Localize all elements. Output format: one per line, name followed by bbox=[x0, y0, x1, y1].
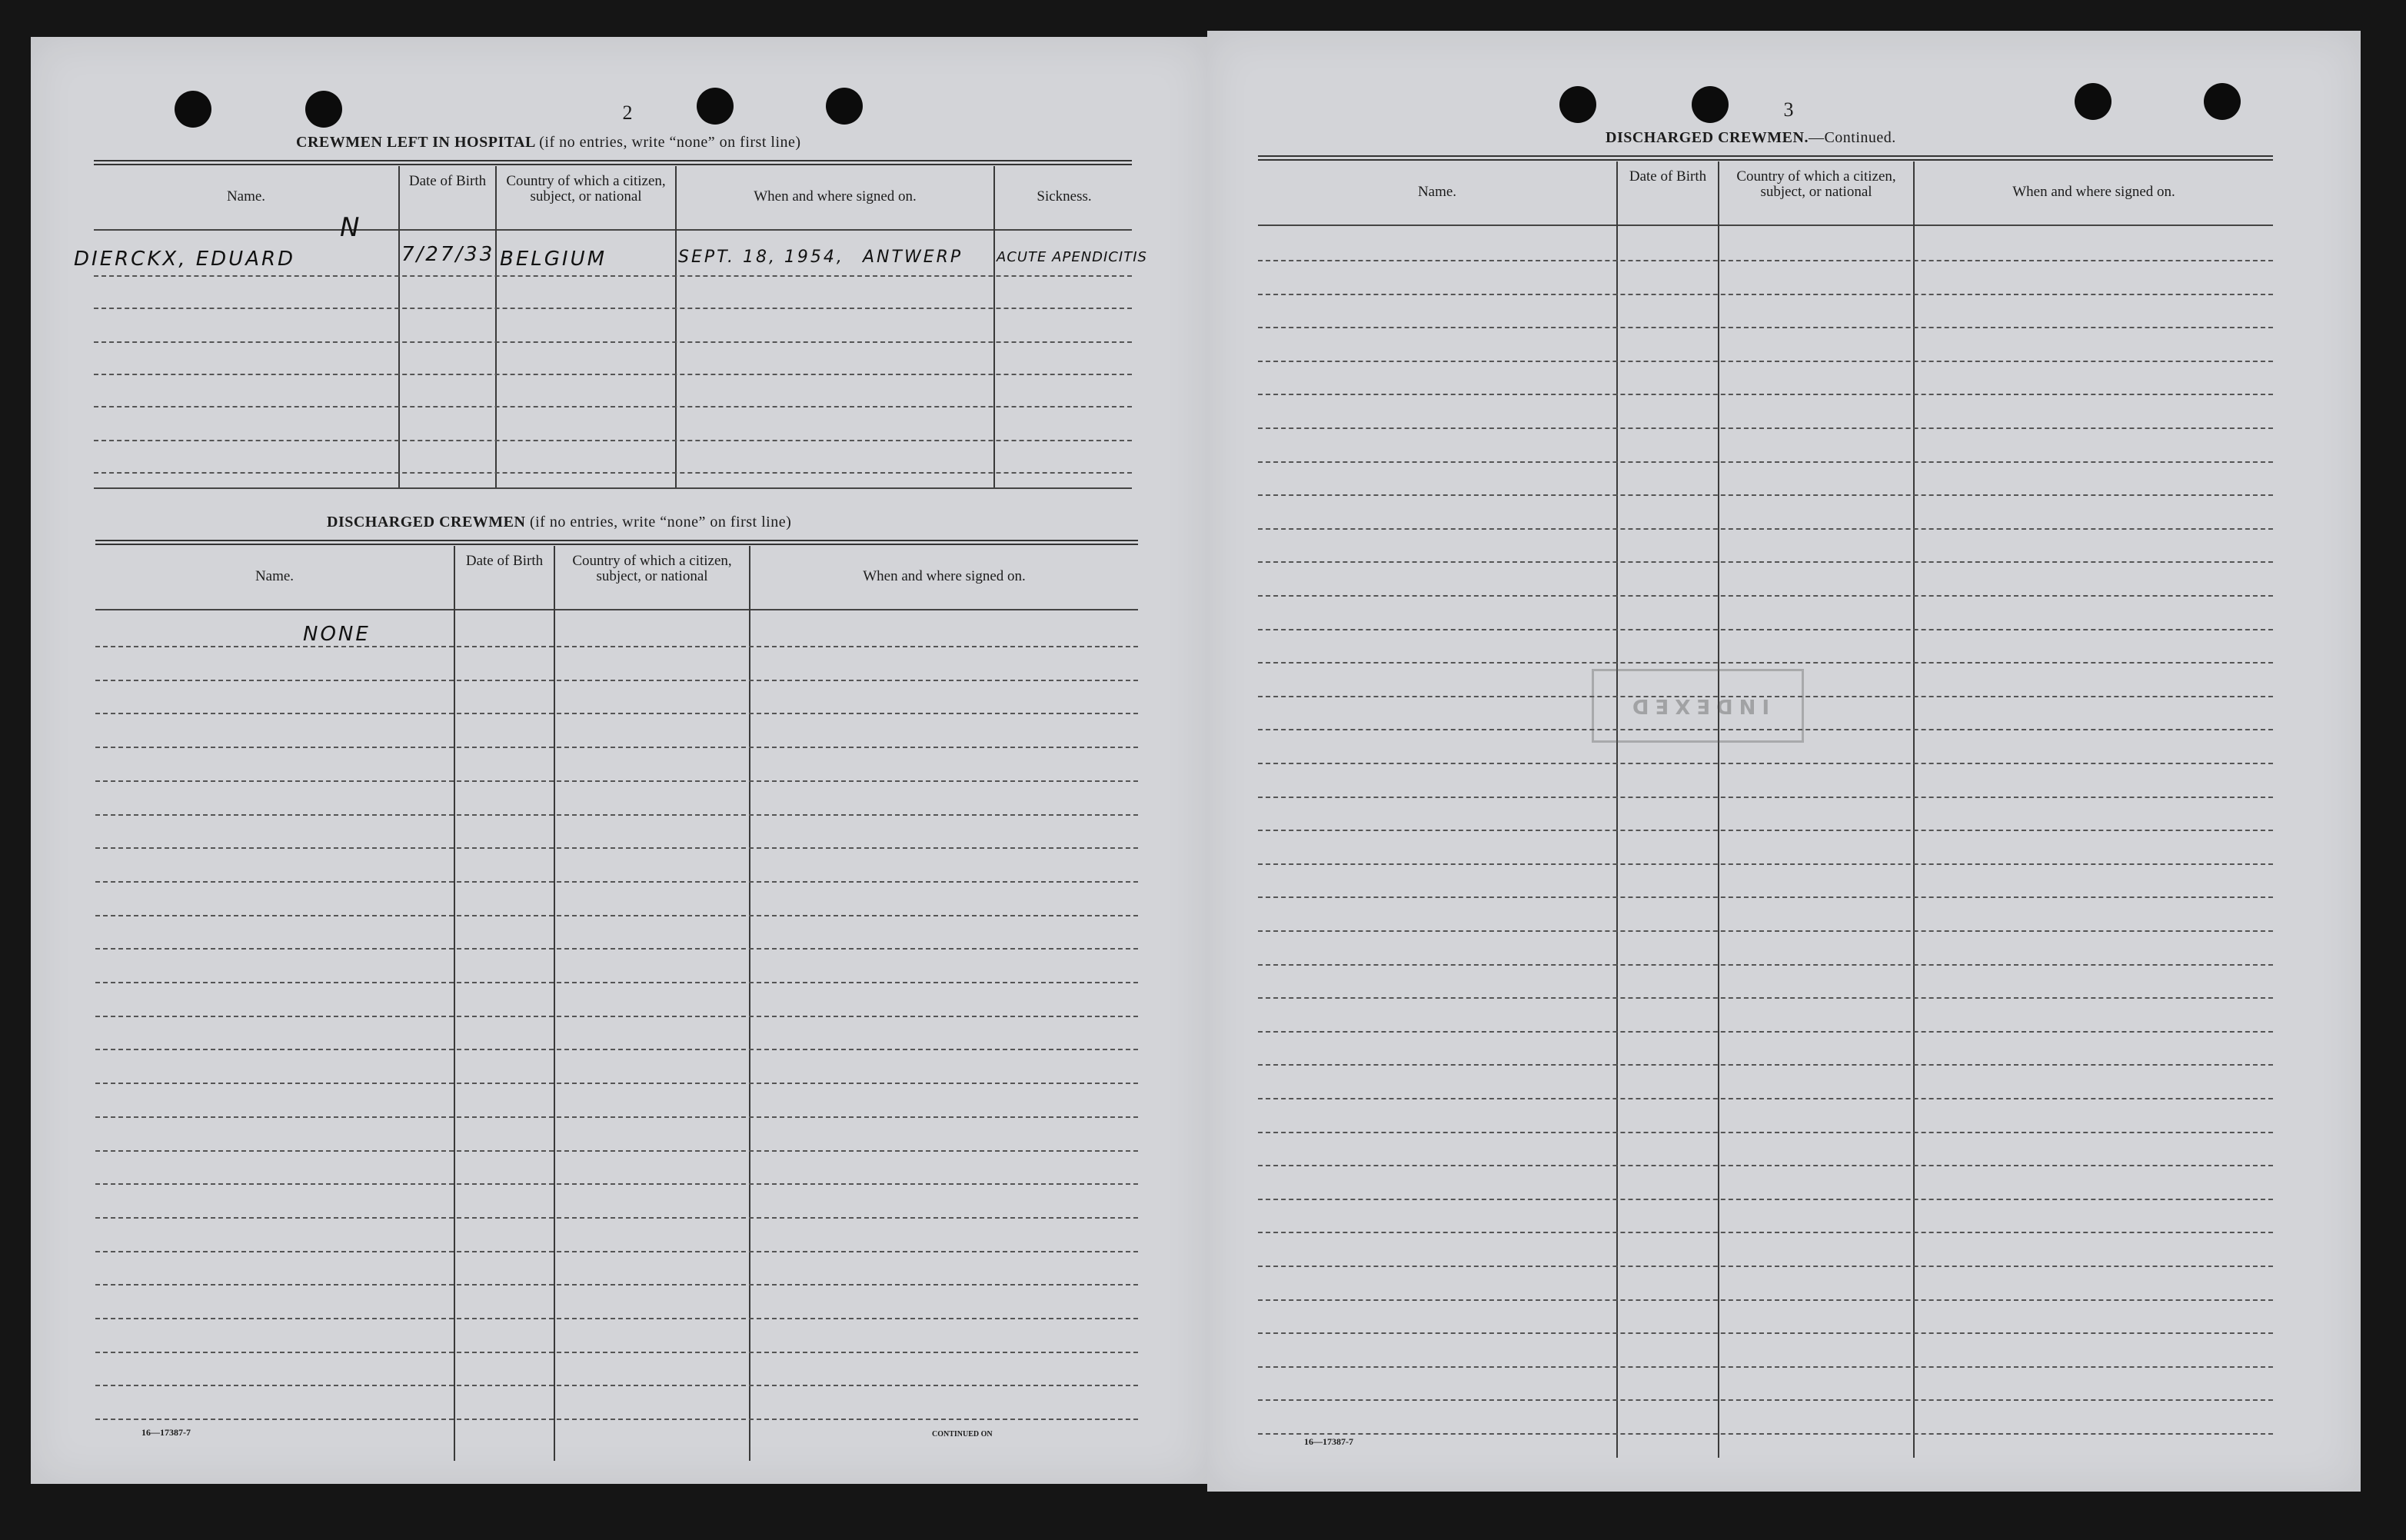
punch-hole bbox=[1559, 86, 1596, 123]
right-page bbox=[1207, 31, 2361, 1492]
ruled-line bbox=[95, 1116, 1138, 1118]
ruled-line bbox=[95, 1318, 1138, 1319]
ruled-line bbox=[1258, 1031, 2273, 1033]
hospital-entry-signed-place: ANTWERP bbox=[863, 248, 963, 267]
ruled-line bbox=[1258, 1232, 2273, 1233]
punch-hole bbox=[175, 91, 211, 128]
ruled-line bbox=[1258, 896, 2273, 898]
ruled-line bbox=[94, 406, 1132, 407]
ruled-line bbox=[1258, 427, 2273, 429]
punch-hole bbox=[1692, 86, 1729, 123]
ruled-line bbox=[1258, 461, 2273, 463]
ruled-line bbox=[95, 1049, 1138, 1050]
right-col-signed-on: When and where signed on. bbox=[2012, 184, 2175, 200]
right-col-divider bbox=[1913, 161, 1915, 1458]
ruled-line bbox=[95, 915, 1138, 916]
ruled-line bbox=[94, 440, 1132, 441]
page-number: 2 bbox=[622, 101, 633, 124]
ruled-line bbox=[1258, 964, 2273, 966]
ruled-line bbox=[1258, 260, 2273, 261]
ruled-line bbox=[95, 948, 1138, 950]
ruled-line bbox=[95, 680, 1138, 681]
ruled-line bbox=[94, 374, 1132, 375]
ruled-line bbox=[95, 1284, 1138, 1286]
ruled-line bbox=[1258, 561, 2273, 563]
ruled-line bbox=[1258, 528, 2273, 530]
discharged-section-title bbox=[327, 514, 791, 531]
punch-hole bbox=[697, 88, 734, 125]
discharged-entry-none: NONE bbox=[303, 623, 371, 646]
right-title-text: DISCHARGED CREWMEN. bbox=[1606, 129, 1809, 146]
discharged-col-country: Country of which a citizen, subject, or national bbox=[572, 553, 732, 584]
discharged-instruction: (if no entries, write “none” on first line) bbox=[529, 514, 792, 531]
right-col-dob: Date of Birth bbox=[1629, 168, 1707, 185]
ruled-line bbox=[95, 1352, 1138, 1353]
ruled-line bbox=[1258, 662, 2273, 664]
footer-note: CONTINUED ON bbox=[932, 1430, 993, 1439]
ruled-line bbox=[95, 646, 1138, 647]
right-col-divider bbox=[1718, 161, 1719, 1458]
form-number: 16—17387-7 bbox=[1304, 1436, 1353, 1447]
ruled-line bbox=[1258, 1433, 2273, 1435]
right-title-suffix: —Continued. bbox=[1808, 129, 1896, 146]
ruled-line bbox=[1258, 1132, 2273, 1133]
discharged-header-rule bbox=[95, 609, 1138, 610]
discharged-col-name: Name. bbox=[255, 568, 295, 584]
hospital-col-dob: Date of Birth bbox=[408, 173, 487, 189]
hospital-col-name: Name. bbox=[226, 188, 266, 205]
discharged-col-dob: Date of Birth bbox=[465, 553, 544, 569]
discharged-col-signed-on: When and where signed on. bbox=[863, 568, 1026, 584]
ruled-line bbox=[94, 275, 1132, 277]
left-page bbox=[31, 37, 1207, 1484]
punch-hole bbox=[2204, 83, 2241, 120]
ruled-line bbox=[1258, 1098, 2273, 1099]
hospital-section-title bbox=[296, 134, 801, 151]
ruled-line bbox=[1258, 595, 2273, 597]
ruled-line bbox=[95, 1083, 1138, 1084]
ruled-line bbox=[95, 1016, 1138, 1017]
punch-hole bbox=[2075, 83, 2111, 120]
ruled-line bbox=[95, 780, 1138, 782]
right-header-rule bbox=[1258, 225, 2273, 226]
ruled-line bbox=[1258, 997, 2273, 999]
ruled-line bbox=[1258, 763, 2273, 764]
ruled-line bbox=[1258, 863, 2273, 865]
ruled-line bbox=[95, 1419, 1138, 1420]
discharged-title-text: DISCHARGED CREWMEN bbox=[327, 514, 526, 531]
ruled-line bbox=[1258, 494, 2273, 496]
ruled-line bbox=[1258, 629, 2273, 630]
hospital-instruction: (if no entries, write “none” on first line) bbox=[539, 134, 801, 151]
ruled-line bbox=[94, 341, 1132, 343]
ruled-line bbox=[95, 713, 1138, 714]
ruled-line bbox=[1258, 830, 2273, 831]
ruled-line bbox=[1258, 1366, 2273, 1368]
punch-hole bbox=[305, 91, 342, 128]
discharged-col-divider bbox=[554, 546, 555, 1461]
hospital-header-rule bbox=[94, 229, 1132, 231]
ruled-line bbox=[95, 1183, 1138, 1185]
ruled-line bbox=[95, 747, 1138, 748]
right-col-country: Country of which a citizen, subject, or national bbox=[1736, 168, 1896, 200]
ruled-line bbox=[95, 1217, 1138, 1219]
hospital-col-signed-on: When and where signed on. bbox=[754, 188, 917, 205]
hospital-entry-mark: N bbox=[340, 212, 362, 243]
right-section-title bbox=[1606, 129, 1896, 147]
ruled-line bbox=[1258, 1299, 2273, 1301]
ruled-line bbox=[95, 1150, 1138, 1152]
ruled-line bbox=[1258, 797, 2273, 798]
discharged-col-divider bbox=[749, 546, 750, 1461]
discharged-top-rule bbox=[95, 540, 1138, 545]
ruled-line bbox=[94, 308, 1132, 309]
indexed-stamp: INDEXED bbox=[1592, 669, 1804, 743]
ruled-line bbox=[1258, 327, 2273, 328]
page-number: 3 bbox=[1783, 98, 1794, 121]
ruled-line bbox=[1258, 1199, 2273, 1200]
hospital-entry-signed-date: SEPT. 18, 1954, bbox=[678, 248, 844, 267]
ruled-line bbox=[95, 814, 1138, 816]
hospital-top-rule bbox=[94, 160, 1132, 165]
hospital-entry-sickness: ACUTE APENDICITIS bbox=[997, 249, 1147, 265]
hospital-col-sickness: Sickness. bbox=[1037, 188, 1092, 205]
discharged-col-divider bbox=[454, 546, 455, 1461]
ruled-line bbox=[95, 1251, 1138, 1252]
hospital-entry-name: DIERCKX, EDUARD bbox=[74, 248, 296, 271]
hospital-col-country: Country of which a citizen, subject, or national bbox=[506, 173, 666, 205]
right-col-name: Name. bbox=[1417, 184, 1457, 200]
ruled-line bbox=[1258, 1165, 2273, 1166]
ruled-line bbox=[95, 1385, 1138, 1386]
ruled-line bbox=[1258, 1332, 2273, 1334]
ruled-line bbox=[1258, 294, 2273, 295]
ruled-line bbox=[1258, 394, 2273, 395]
hospital-entry-country: BELGIUM bbox=[500, 248, 607, 271]
ruled-line bbox=[95, 847, 1138, 849]
ruled-line bbox=[1258, 930, 2273, 932]
punch-hole bbox=[826, 88, 863, 125]
ruled-line bbox=[94, 472, 1132, 474]
form-number: 16—17387-7 bbox=[141, 1427, 191, 1438]
ruled-line bbox=[95, 982, 1138, 983]
ruled-line bbox=[1258, 1266, 2273, 1267]
right-top-rule bbox=[1258, 155, 2273, 161]
hospital-entry-dob: 7/27/33 bbox=[401, 243, 495, 266]
ruled-line bbox=[1258, 1399, 2273, 1401]
hospital-bottom-rule bbox=[94, 487, 1132, 489]
ruled-line bbox=[95, 881, 1138, 883]
right-col-divider bbox=[1616, 161, 1618, 1458]
ruled-line bbox=[1258, 1064, 2273, 1066]
ruled-line bbox=[1258, 361, 2273, 362]
hospital-title-text: CREWMEN LEFT IN HOSPITAL bbox=[296, 134, 535, 151]
